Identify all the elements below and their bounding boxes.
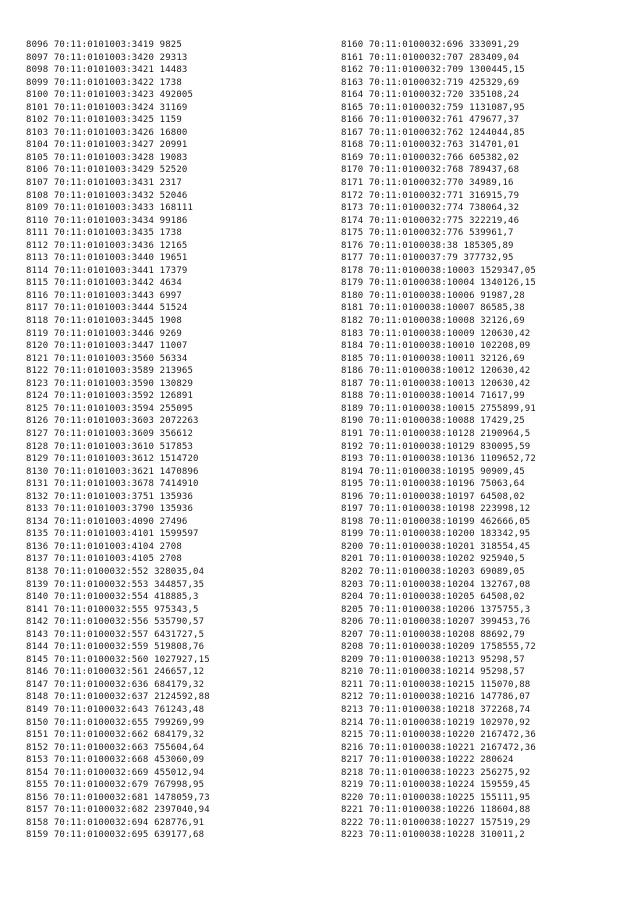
record-line: 8098 70:11:0101003:3421 14483 xyxy=(26,65,188,76)
record-line: 8157 70:11:0100032:682 2397040,94 xyxy=(26,805,210,816)
record-line: 8182 70:11:0100038:10008 32126,69 xyxy=(341,316,525,327)
record-line: 8136 70:11:0101003:4104 2708 xyxy=(26,541,182,552)
record-line: 8212 70:11:0100038:10216 147786,07 xyxy=(341,692,531,703)
record-line: 8201 70:11:0100038:10202 925940,5 xyxy=(341,554,525,565)
record-line: 8173 70:11:0100032:774 738064,32 xyxy=(341,203,520,214)
record-line: 8128 70:11:0101003:3610 517853 xyxy=(26,441,194,452)
record-line: 8102 70:11:0101003:3425 1159 xyxy=(26,115,182,126)
record-line: 8141 70:11:0100032:555 975343,5 xyxy=(26,604,199,615)
record-line: 8176 70:11:0100038:38 185305,89 xyxy=(341,240,514,251)
record-line: 8134 70:11:0101003:4090 27496 xyxy=(26,516,188,527)
record-line: 8221 70:11:0100038:10226 118604,88 xyxy=(341,805,531,816)
record-line: 8210 70:11:0100038:10214 95298,57 xyxy=(341,667,525,678)
record-line: 8223 70:11:0100038:10228 310011,2 xyxy=(341,830,525,841)
record-line: 8198 70:11:0100038:10199 462666,05 xyxy=(341,516,531,527)
record-line: 8180 70:11:0100038:10006 91987,28 xyxy=(341,290,525,301)
record-line: 8217 70:11:0100038:10222 280624 xyxy=(341,755,514,766)
record-line: 8202 70:11:0100038:10203 69089,05 xyxy=(341,566,525,577)
record-line: 8191 70:11:0100038:10128 2190964,5 xyxy=(341,428,531,439)
record-line: 8181 70:11:0100038:10007 86585,38 xyxy=(341,303,525,314)
record-line: 8175 70:11:0100032:776 539961,7 xyxy=(341,228,514,239)
record-line: 8096 70:11:0101003:3419 9825 xyxy=(26,40,182,50)
right-column xyxy=(341,39,536,842)
record-line: 8137 70:11:0101003:4105 2708 xyxy=(26,554,182,565)
record-line: 8207 70:11:0100038:10208 88692,79 xyxy=(341,629,525,640)
record-line: 8219 70:11:0100038:10224 159559,45 xyxy=(341,780,531,791)
record-line: 8185 70:11:0100038:10011 32126,69 xyxy=(341,353,525,364)
record-line: 8103 70:11:0101003:3426 16800 xyxy=(26,127,188,138)
record-line: 8097 70:11:0101003:3420 29313 xyxy=(26,52,188,63)
record-line: 8147 70:11:0100032:636 684179,32 xyxy=(26,679,205,690)
record-line: 8135 70:11:0101003:4101 1599597 xyxy=(26,529,199,540)
record-line: 8160 70:11:0100032:696 333091,29 xyxy=(341,40,520,50)
record-line: 8156 70:11:0100032:681 1478059,73 xyxy=(26,792,210,803)
record-line: 8162 70:11:0100032:709 1300445,15 xyxy=(341,65,525,76)
record-line: 8213 70:11:0100038:10218 372268,74 xyxy=(341,704,531,715)
record-line: 8205 70:11:0100038:10206 1375755,3 xyxy=(341,604,531,615)
record-line: 8130 70:11:0101003:3621 1470896 xyxy=(26,466,199,477)
record-line: 8161 70:11:0100032:707 283409,04 xyxy=(341,52,520,63)
record-line: 8206 70:11:0100038:10207 399453,76 xyxy=(341,617,531,628)
left-column xyxy=(26,39,210,842)
record-line: 8146 70:11:0100032:561 246657,12 xyxy=(26,667,205,678)
record-line: 8133 70:11:0101003:3790 135936 xyxy=(26,504,194,515)
record-line: 8166 70:11:0100032:761 479677,37 xyxy=(341,115,520,126)
record-line: 8099 70:11:0101003:3422 1738 xyxy=(26,77,182,88)
record-line: 8105 70:11:0101003:3428 19083 xyxy=(26,152,188,163)
record-line: 8120 70:11:0101003:3447 11007 xyxy=(26,341,188,352)
record-line: 8152 70:11:0100032:663 755604,64 xyxy=(26,742,205,753)
record-line: 8172 70:11:0100032:771 316915,79 xyxy=(341,190,520,201)
record-line: 8163 70:11:0100032:719 425329,69 xyxy=(341,77,520,88)
record-line: 8109 70:11:0101003:3433 168111 xyxy=(26,203,194,214)
record-line: 8209 70:11:0100038:10213 95298,57 xyxy=(341,654,525,665)
record-line: 8112 70:11:0101003:3436 12165 xyxy=(26,240,188,251)
record-line: 8214 70:11:0100038:10219 102970,92 xyxy=(341,717,531,728)
record-line: 8119 70:11:0101003:3446 9269 xyxy=(26,328,182,339)
record-line: 8155 70:11:0100032:679 767998,95 xyxy=(26,780,205,791)
record-line: 8187 70:11:0100038:10013 120630,42 xyxy=(341,378,531,389)
record-line: 8165 70:11:0100032:759 1131087,95 xyxy=(341,102,525,113)
record-line: 8183 70:11:0100038:10009 120630,42 xyxy=(341,328,531,339)
record-line: 8186 70:11:0100038:10012 120630,42 xyxy=(341,366,531,377)
record-line: 8125 70:11:0101003:3594 255095 xyxy=(26,403,194,414)
record-line: 8203 70:11:0100038:10204 132767,08 xyxy=(341,579,531,590)
record-line: 8110 70:11:0101003:3434 99186 xyxy=(26,215,188,226)
record-line: 8150 70:11:0100032:655 799269,99 xyxy=(26,717,205,728)
record-line: 8106 70:11:0101003:3429 52520 xyxy=(26,165,188,176)
record-line: 8100 70:11:0101003:3423 492005 xyxy=(26,90,194,101)
record-line: 8131 70:11:0101003:3678 7414910 xyxy=(26,479,199,490)
record-line: 8108 70:11:0101003:3432 52046 xyxy=(26,190,188,201)
record-line: 8177 70:11:0100037:79 377732,95 xyxy=(341,253,514,264)
record-line: 8132 70:11:0101003:3751 135936 xyxy=(26,491,194,502)
record-line: 8220 70:11:0100038:10225 155111,95 xyxy=(341,792,531,803)
record-line: 8164 70:11:0100032:720 335108,24 xyxy=(341,90,520,101)
record-line: 8153 70:11:0100032:668 453060,09 xyxy=(26,755,205,766)
record-line: 8116 70:11:0101003:3443 6997 xyxy=(26,290,182,301)
record-line: 8179 70:11:0100038:10004 1340126,15 xyxy=(341,278,536,289)
record-line: 8199 70:11:0100038:10200 183342,95 xyxy=(341,529,531,540)
record-line: 8121 70:11:0101003:3560 56334 xyxy=(26,353,188,364)
record-line: 8127 70:11:0101003:3609 356612 xyxy=(26,428,194,439)
record-line: 8211 70:11:0100038:10215 115070,88 xyxy=(341,679,531,690)
record-line: 8111 70:11:0101003:3435 1738 xyxy=(26,228,182,239)
record-line: 8149 70:11:0100032:643 761243,48 xyxy=(26,704,205,715)
record-line: 8143 70:11:0100032:557 6431727,5 xyxy=(26,629,205,640)
record-line: 8197 70:11:0100038:10198 223998,12 xyxy=(341,504,531,515)
record-line: 8167 70:11:0100032:762 1244044,85 xyxy=(341,127,525,138)
record-line: 8193 70:11:0100038:10136 1109652,72 xyxy=(341,454,536,465)
record-line: 8216 70:11:0100038:10221 2167472,36 xyxy=(341,742,536,753)
record-line: 8215 70:11:0100038:10220 2167472,36 xyxy=(341,730,536,741)
record-line: 8194 70:11:0100038:10195 90909,45 xyxy=(341,466,525,477)
record-line: 8144 70:11:0100032:559 519808,76 xyxy=(26,642,205,653)
record-line: 8145 70:11:0100032:560 1027927,15 xyxy=(26,654,210,665)
record-line: 8218 70:11:0100038:10223 256275,92 xyxy=(341,767,531,778)
record-line: 8204 70:11:0100038:10205 64508,02 xyxy=(341,592,525,603)
record-line: 8195 70:11:0100038:10196 75063,64 xyxy=(341,479,525,490)
record-line: 8118 70:11:0101003:3445 1908 xyxy=(26,316,182,327)
record-line: 8154 70:11:0100032:669 455012,94 xyxy=(26,767,205,778)
record-line: 8142 70:11:0100032:556 535790,57 xyxy=(26,617,205,628)
record-line: 8122 70:11:0101003:3589 213965 xyxy=(26,366,194,377)
record-line: 8104 70:11:0101003:3427 20991 xyxy=(26,140,188,151)
record-line: 8170 70:11:0100032:768 789437,68 xyxy=(341,165,520,176)
record-line: 8189 70:11:0100038:10015 2755899,91 xyxy=(341,403,536,414)
record-line: 8148 70:11:0100032:637 2124592,88 xyxy=(26,692,210,703)
record-line: 8169 70:11:0100032:766 605382,02 xyxy=(341,152,520,163)
record-line: 8113 70:11:0101003:3440 19651 xyxy=(26,253,188,264)
record-line: 8117 70:11:0101003:3444 51524 xyxy=(26,303,188,314)
record-line: 8184 70:11:0100038:10010 102208,09 xyxy=(341,341,531,352)
record-line: 8190 70:11:0100038:10088 17429,25 xyxy=(341,416,525,427)
record-line: 8124 70:11:0101003:3592 126891 xyxy=(26,391,194,402)
record-line: 8178 70:11:0100038:10003 1529347,05 xyxy=(341,265,536,276)
record-line: 8123 70:11:0101003:3590 130829 xyxy=(26,378,194,389)
record-line: 8200 70:11:0100038:10201 318554,45 xyxy=(341,541,531,552)
record-line: 8129 70:11:0101003:3612 1514720 xyxy=(26,454,199,465)
record-line: 8159 70:11:0100032:695 639177,68 xyxy=(26,830,205,841)
record-line: 8222 70:11:0100038:10227 157519,29 xyxy=(341,817,531,828)
record-line: 8114 70:11:0101003:3441 17379 xyxy=(26,265,188,276)
record-line: 8151 70:11:0100032:662 684179,32 xyxy=(26,730,205,741)
record-line: 8171 70:11:0100032:770 34989,16 xyxy=(341,178,514,189)
record-line: 8208 70:11:0100038:10209 1758555,72 xyxy=(341,642,536,653)
record-line: 8115 70:11:0101003:3442 4634 xyxy=(26,278,182,289)
record-line: 8139 70:11:0100032:553 344857,35 xyxy=(26,579,205,590)
record-line: 8107 70:11:0101003:3431 2317 xyxy=(26,178,182,189)
record-line: 8196 70:11:0100038:10197 64508,02 xyxy=(341,491,525,502)
record-line: 8140 70:11:0100032:554 418885,3 xyxy=(26,592,199,603)
record-line: 8188 70:11:0100038:10014 71617,99 xyxy=(341,391,525,402)
record-line: 8174 70:11:0100032:775 322219,46 xyxy=(341,215,520,226)
record-line: 8126 70:11:0101003:3603 2072263 xyxy=(26,416,199,427)
record-line: 8192 70:11:0100038:10129 830095,59 xyxy=(341,441,531,452)
record-line: 8101 70:11:0101003:3424 31169 xyxy=(26,102,188,113)
record-line: 8168 70:11:0100032:763 314701,01 xyxy=(341,140,520,151)
record-line: 8138 70:11:0100032:552 328035,04 xyxy=(26,566,205,577)
record-line: 8158 70:11:0100032:694 628776,91 xyxy=(26,817,205,828)
